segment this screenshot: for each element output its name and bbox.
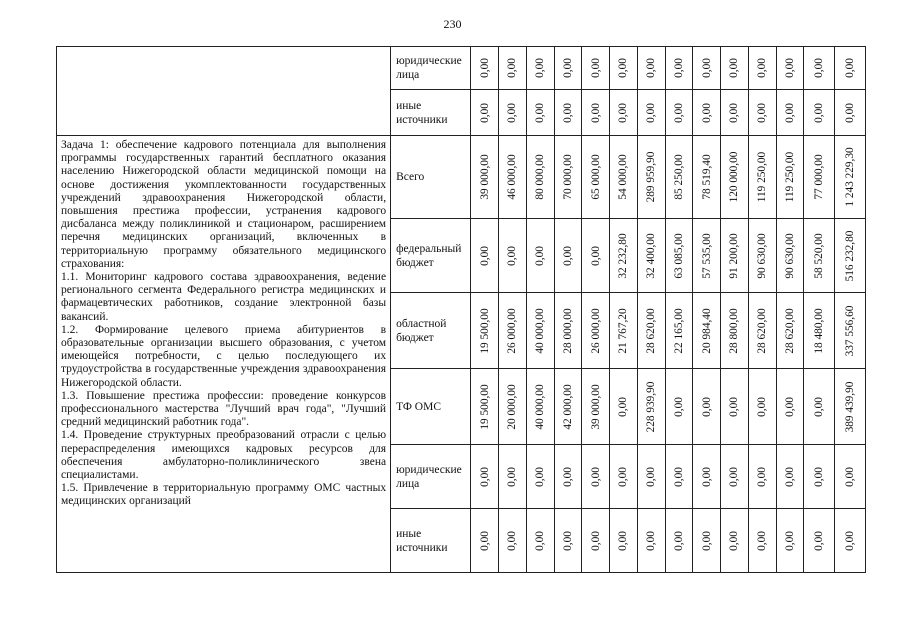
- cell-value: 90 630,00: [783, 232, 796, 279]
- funding-source-label: ТФ ОМС: [391, 369, 471, 445]
- value-cell: [693, 293, 721, 369]
- cell-value: 54 000,00: [617, 154, 630, 200]
- table-row: [57, 136, 866, 219]
- task-title: Задача 1: обеспечение кадрового потенциала для выполнения программы государственных гарантий бесплатного оказания населению Нижегородской области медицинской помощи на основе достижения укомплектованности государственных учреждений здравоохранения Нижегородской области, повышения престижа профессии, устранения кадрового дисбаланса между поликлиникой и стационаром, расширением перечня медицинских организаций, включенных в территориальную программу обязательного медицинского страхования:: [61, 139, 387, 270]
- cell-value: 0,00: [561, 245, 574, 266]
- value-cell: [776, 293, 804, 369]
- cell-value: 0,00: [617, 466, 630, 487]
- cell-value: 0,00: [700, 58, 713, 78]
- cell-value: 0,00: [813, 396, 826, 417]
- task-item: 1.5. Привлечение в территориальную программу ОМС частных медицинских организаций: [61, 482, 387, 508]
- cell-value: 58 520,00: [813, 232, 826, 279]
- cell-value: 0,00: [783, 58, 796, 78]
- cell-value: 0,00: [478, 245, 491, 266]
- cell-value: 39 000,00: [589, 383, 602, 430]
- cell-value: 0,00: [756, 466, 769, 487]
- cell-value: 22 165,00: [672, 307, 685, 354]
- value-cell: [776, 509, 804, 573]
- value-cell: [748, 47, 776, 90]
- cell-value: 21 767,20: [617, 307, 630, 354]
- cell-value: 0,00: [617, 58, 630, 78]
- cell-value: 0,00: [589, 58, 602, 78]
- cell-value: 0,00: [645, 58, 658, 78]
- cell-value: 85 250,00: [672, 154, 685, 200]
- cell-value: 90 630,00: [756, 232, 769, 279]
- value-cell: [637, 369, 665, 445]
- cell-value: 32 232,80: [617, 232, 630, 279]
- task-description-cell: [57, 136, 391, 573]
- value-cell: [637, 445, 665, 509]
- cell-value: 0,00: [728, 466, 741, 487]
- task-item: 1.2. Формирование целевого приема абитуриентов в образовательные организации высшего образования, с учетом имеющейся потребности, с целью последующего их трудоустройства в государственные учреждения здравоохранения Нижегородской области.: [61, 323, 387, 389]
- cell-value: 0,00: [756, 58, 769, 78]
- value-cell: [665, 445, 693, 509]
- value-cell: [582, 47, 610, 90]
- value-cell: [776, 136, 804, 219]
- cell-value: 0,00: [589, 102, 602, 123]
- value-cell: [582, 293, 610, 369]
- cell-value: 289 959,90: [645, 151, 658, 203]
- funding-source-label: юридические лица: [391, 47, 471, 90]
- cell-value: 28 620,00: [756, 307, 769, 354]
- cell-value: 0,00: [783, 102, 796, 123]
- cell-value: 0,00: [756, 396, 769, 417]
- value-cell: [721, 90, 749, 136]
- funding-source-label: Всего: [391, 136, 471, 219]
- empty-description-cell: [57, 47, 391, 136]
- cell-value: 57 535,00: [700, 232, 713, 279]
- value-cell: [499, 136, 527, 219]
- total-value-cell: [835, 47, 866, 90]
- cell-value: 0,00: [728, 58, 741, 78]
- cell-value: 28 620,00: [783, 307, 796, 354]
- cell-value: 0,00: [534, 58, 547, 78]
- cell-value: 20 000,00: [506, 383, 519, 430]
- value-cell: [665, 90, 693, 136]
- value-cell: [499, 219, 527, 293]
- cell-value: 0,00: [478, 530, 491, 551]
- cell-value: 0,00: [756, 102, 769, 123]
- value-cell: [554, 136, 582, 219]
- value-cell: [804, 445, 835, 509]
- value-cell: [804, 293, 835, 369]
- cell-value: 0,00: [844, 102, 857, 123]
- cell-value: 28 620,00: [645, 307, 658, 354]
- cell-value: 91 200,00: [728, 232, 741, 279]
- value-cell: [610, 445, 638, 509]
- total-value-cell: [835, 219, 866, 293]
- cell-value: 0,00: [700, 466, 713, 487]
- value-cell: [693, 369, 721, 445]
- cell-value: 80 000,00: [534, 154, 547, 200]
- value-cell: [776, 369, 804, 445]
- value-cell: [471, 90, 499, 136]
- cell-value: 516 232,80: [844, 230, 857, 281]
- value-cell: [693, 136, 721, 219]
- cell-value: 0,00: [813, 102, 826, 123]
- value-cell: [526, 47, 554, 90]
- cell-value: 0,00: [645, 102, 658, 123]
- cell-value: 0,00: [589, 245, 602, 266]
- cell-value: 0,00: [672, 530, 685, 551]
- total-value-cell: [835, 90, 866, 136]
- value-cell: [665, 509, 693, 573]
- value-cell: [804, 90, 835, 136]
- value-cell: [526, 509, 554, 573]
- value-cell: [499, 369, 527, 445]
- cell-value: 0,00: [672, 58, 685, 78]
- value-cell: [554, 47, 582, 90]
- value-cell: [610, 509, 638, 573]
- cell-value: 0,00: [506, 466, 519, 487]
- value-cell: [554, 293, 582, 369]
- value-cell: [665, 219, 693, 293]
- cell-value: 19 500,00: [478, 307, 491, 354]
- cell-value: 0,00: [700, 530, 713, 551]
- cell-value: 0,00: [844, 466, 857, 487]
- value-cell: [526, 219, 554, 293]
- cell-value: 40 000,00: [534, 383, 547, 430]
- value-cell: [637, 90, 665, 136]
- value-cell: [721, 445, 749, 509]
- cell-value: 0,00: [561, 102, 574, 123]
- funding-source-label: областной бюджет: [391, 293, 471, 369]
- value-cell: [665, 136, 693, 219]
- cell-value: 0,00: [478, 102, 491, 123]
- value-cell: [582, 136, 610, 219]
- value-cell: [776, 219, 804, 293]
- value-cell: [526, 293, 554, 369]
- value-cell: [721, 136, 749, 219]
- value-cell: [637, 509, 665, 573]
- cell-value: 0,00: [617, 530, 630, 551]
- value-cell: [748, 445, 776, 509]
- value-cell: [804, 136, 835, 219]
- cell-value: 0,00: [645, 466, 658, 487]
- value-cell: [582, 90, 610, 136]
- value-cell: [526, 369, 554, 445]
- cell-value: 0,00: [506, 58, 519, 78]
- cell-value: 0,00: [478, 466, 491, 487]
- cell-value: 119 250,00: [783, 151, 796, 203]
- value-cell: [637, 136, 665, 219]
- value-cell: [693, 47, 721, 90]
- cell-value: 0,00: [617, 102, 630, 123]
- cell-value: 26 000,00: [589, 307, 602, 354]
- cell-value: 0,00: [478, 58, 491, 78]
- value-cell: [637, 293, 665, 369]
- cell-value: 0,00: [783, 530, 796, 551]
- cell-value: 28 800,00: [728, 307, 741, 354]
- value-cell: [748, 293, 776, 369]
- cell-value: 65 000,00: [589, 154, 602, 200]
- cell-value: 119 250,00: [756, 151, 769, 203]
- value-cell: [776, 90, 804, 136]
- value-cell: [499, 509, 527, 573]
- cell-value: 0,00: [672, 102, 685, 123]
- cell-value: 389 439,90: [844, 381, 857, 432]
- funding-source-label: федеральный бюджет: [391, 219, 471, 293]
- value-cell: [526, 90, 554, 136]
- cell-value: 0,00: [844, 530, 857, 551]
- cell-value: 46 000,00: [506, 154, 519, 200]
- funding-source-label: юридические лица: [391, 445, 471, 509]
- cell-value: 0,00: [756, 530, 769, 551]
- cell-value: 0,00: [506, 102, 519, 123]
- value-cell: [471, 509, 499, 573]
- value-cell: [610, 47, 638, 90]
- value-cell: [499, 293, 527, 369]
- cell-value: 120 000,00: [728, 151, 741, 203]
- value-cell: [582, 369, 610, 445]
- value-cell: [610, 90, 638, 136]
- task-item: 1.3. Повышение престижа профессии: проведение конкурсов профессионального мастерства "Лучший врач года", "Лучший средний медицинский работник года".: [61, 389, 387, 429]
- budget-table: [56, 46, 866, 573]
- value-cell: [637, 219, 665, 293]
- cell-value: 0,00: [506, 245, 519, 266]
- value-cell: [499, 90, 527, 136]
- cell-value: 63 085,00: [672, 232, 685, 279]
- cell-value: 40 000,00: [534, 307, 547, 354]
- value-cell: [499, 445, 527, 509]
- value-cell: [721, 293, 749, 369]
- cell-value: 26 000,00: [506, 307, 519, 354]
- cell-value: 0,00: [589, 466, 602, 487]
- value-cell: [554, 369, 582, 445]
- total-value-cell: [835, 509, 866, 573]
- value-cell: [748, 509, 776, 573]
- cell-value: 0,00: [534, 102, 547, 123]
- cell-value: 0,00: [561, 58, 574, 78]
- value-cell: [554, 90, 582, 136]
- value-cell: [471, 219, 499, 293]
- cell-value: 28 000,00: [561, 307, 574, 354]
- value-cell: [804, 47, 835, 90]
- cell-value: 0,00: [589, 530, 602, 551]
- cell-value: 20 984,40: [700, 307, 713, 354]
- cell-value: 0,00: [813, 58, 826, 78]
- value-cell: [610, 219, 638, 293]
- cell-value: 78 519,40: [700, 154, 713, 200]
- cell-value: 18 480,00: [813, 307, 826, 354]
- value-cell: [693, 90, 721, 136]
- value-cell: [526, 445, 554, 509]
- value-cell: [748, 369, 776, 445]
- total-value-cell: [835, 293, 866, 369]
- total-value-cell: [835, 445, 866, 509]
- value-cell: [665, 47, 693, 90]
- value-cell: [693, 509, 721, 573]
- cell-value: 0,00: [672, 466, 685, 487]
- cell-value: 0,00: [672, 396, 685, 417]
- value-cell: [721, 509, 749, 573]
- cell-value: 0,00: [728, 102, 741, 123]
- value-cell: [776, 445, 804, 509]
- value-cell: [471, 47, 499, 90]
- cell-value: 0,00: [561, 530, 574, 551]
- value-cell: [582, 509, 610, 573]
- funding-source-label: иные источники: [391, 90, 471, 136]
- value-cell: [471, 369, 499, 445]
- cell-value: 0,00: [813, 530, 826, 551]
- value-cell: [748, 136, 776, 219]
- cell-value: 0,00: [506, 530, 519, 551]
- value-cell: [610, 293, 638, 369]
- cell-value: 19 500,00: [478, 383, 491, 430]
- value-cell: [804, 509, 835, 573]
- value-cell: [582, 445, 610, 509]
- value-cell: [693, 445, 721, 509]
- cell-value: 0,00: [534, 245, 547, 266]
- value-cell: [471, 293, 499, 369]
- task-item: 1.4. Проведение структурных преобразований отрасли с целью перераспределения имеющихся кадровых ресурсов для обеспечения амбулаторно-поликлинического звена специалистами.: [61, 429, 387, 482]
- cell-value: 0,00: [844, 58, 857, 78]
- cell-value: 70 000,00: [561, 154, 574, 200]
- value-cell: [748, 90, 776, 136]
- cell-value: 0,00: [700, 396, 713, 417]
- value-cell: [665, 293, 693, 369]
- value-cell: [804, 369, 835, 445]
- value-cell: [554, 509, 582, 573]
- cell-value: 77 000,00: [813, 154, 826, 200]
- cell-value: 39 000,00: [478, 154, 491, 200]
- cell-value: 0,00: [783, 466, 796, 487]
- total-value-cell: [835, 369, 866, 445]
- cell-value: 0,00: [728, 530, 741, 551]
- value-cell: [665, 369, 693, 445]
- value-cell: [721, 47, 749, 90]
- cell-value: 0,00: [534, 530, 547, 551]
- task-item: 1.1. Мониторинг кадрового состава здравоохранения, ведение регионального сегмента Федерального регистра медицинских и фармацевтических работников, создание электронной базы вакансий.: [61, 271, 387, 323]
- value-cell: [526, 136, 554, 219]
- value-cell: [721, 219, 749, 293]
- cell-value: 0,00: [617, 396, 630, 417]
- value-cell: [748, 219, 776, 293]
- cell-value: 42 000,00: [561, 383, 574, 430]
- cell-value: 0,00: [561, 466, 574, 487]
- cell-value: 1 243 229,30: [844, 147, 857, 207]
- cell-value: 0,00: [813, 466, 826, 487]
- value-cell: [554, 219, 582, 293]
- value-cell: [721, 369, 749, 445]
- value-cell: [610, 369, 638, 445]
- value-cell: [637, 47, 665, 90]
- value-cell: [693, 219, 721, 293]
- value-cell: [776, 47, 804, 90]
- value-cell: [804, 219, 835, 293]
- value-cell: [554, 445, 582, 509]
- value-cell: [471, 445, 499, 509]
- funding-source-label: иные источники: [391, 509, 471, 573]
- cell-value: 337 556,60: [844, 305, 857, 356]
- cell-value: 0,00: [645, 530, 658, 551]
- value-cell: [610, 136, 638, 219]
- cell-value: 228 939,90: [645, 381, 658, 432]
- page-number: 230: [443, 17, 462, 31]
- table-row: [57, 47, 866, 90]
- cell-value: 32 400,00: [645, 232, 658, 279]
- total-value-cell: [835, 136, 866, 219]
- value-cell: [499, 47, 527, 90]
- cell-value: 0,00: [700, 102, 713, 123]
- cell-value: 0,00: [534, 466, 547, 487]
- value-cell: [471, 136, 499, 219]
- cell-value: 0,00: [728, 396, 741, 417]
- cell-value: 0,00: [783, 396, 796, 417]
- value-cell: [582, 219, 610, 293]
